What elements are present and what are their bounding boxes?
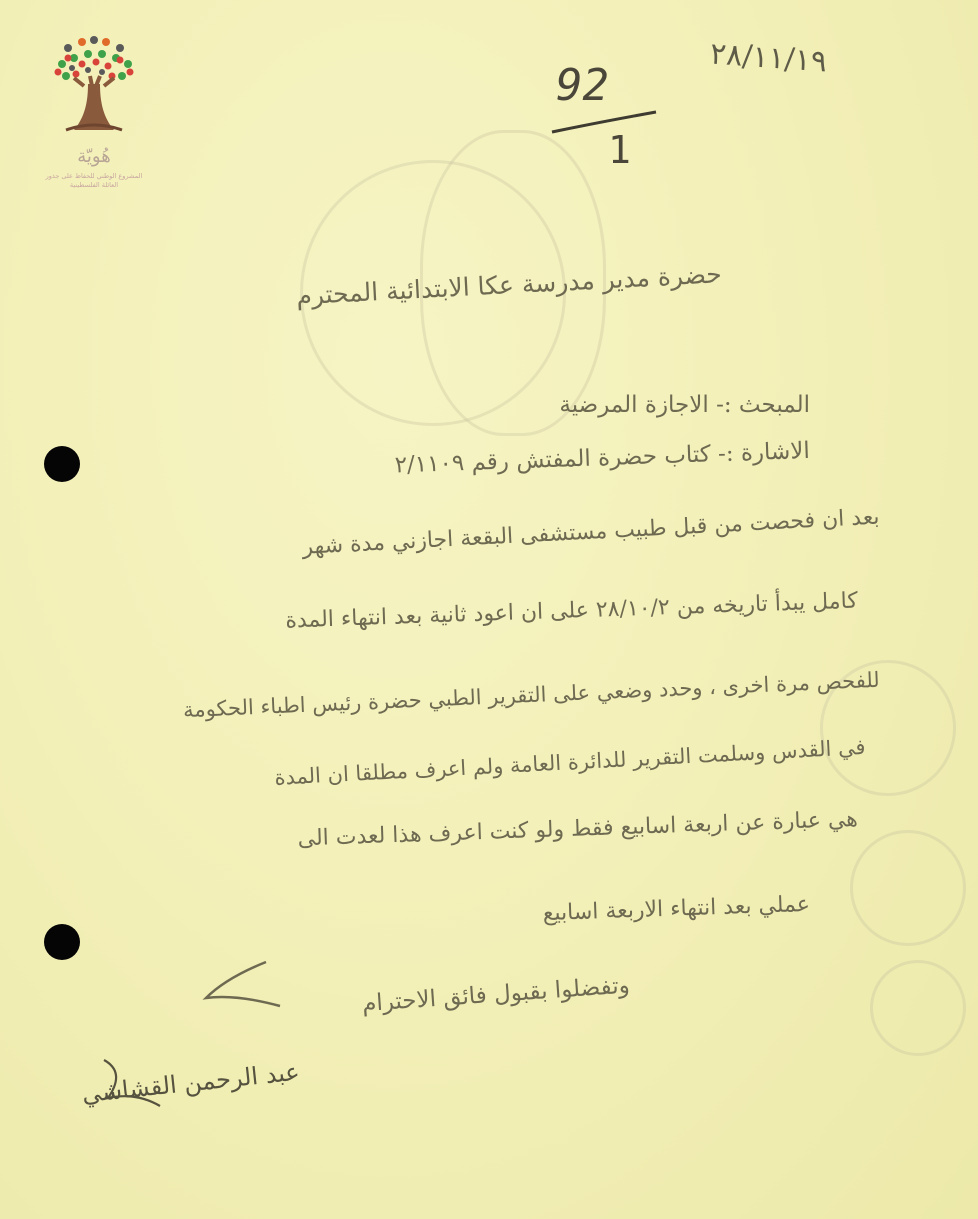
body-line: كامل يبدأ تاريخه من ٢٨/١٠/٢ على ان اعود ثانية بعد انتهاء المدة <box>284 588 859 634</box>
fraction-line <box>550 108 660 138</box>
closing-flourish <box>196 958 286 1028</box>
body-line: في القدس وسلمت التقرير للدائرة العامة ولم اعرف مطلقا ان المدة <box>273 734 867 790</box>
subject-line: المبحث :- الاجازة المرضية <box>559 392 810 418</box>
signature-flourish <box>96 1052 166 1112</box>
logo-brand: هُويّة <box>77 146 111 167</box>
punch-hole-bottom <box>44 924 80 960</box>
signature: عبد الرحمن القشاشي <box>80 1057 301 1109</box>
body-line: عملي بعد انتهاء الاربعة اسابيع <box>542 891 811 927</box>
reference-line: الاشارة :- كتاب حضرة المفتش رقم ٢/١١٠٩ <box>394 437 811 479</box>
tree-logo-icon <box>44 34 144 149</box>
closing-line: وتفضلوا بقبول فائق الاحترام <box>361 972 631 1018</box>
watermark-stamp <box>870 960 966 1056</box>
logo-tagline: المشروع الوطني للحفاظ على جذور العائلة الفلسطينية <box>45 172 143 189</box>
organization-logo <box>44 34 144 199</box>
body-line: هي عبارة عن اربعة اسابيع فقط ولو كنت اعرف هذا لعدت الى <box>297 806 859 852</box>
file-number: 92 <box>556 60 609 111</box>
addressee-line: حضرة مدير مدرسة عكا الابتدائية المحترم <box>295 259 723 311</box>
letter-date: ٢٨/١١/١٩ <box>708 36 829 80</box>
watermark-stamp <box>850 830 966 946</box>
body-line: بعد ان فحصت من قبل طبيب مستشفى البقعة اجازني مدة شهر <box>301 504 881 560</box>
punch-hole-top <box>44 446 80 482</box>
body-line: للفحص مرة اخرى ، وحدد وضعي على التقرير الطبي حضرة رئيس اطباء الحكومة <box>182 667 881 723</box>
file-sub-number: 1 <box>608 128 631 172</box>
